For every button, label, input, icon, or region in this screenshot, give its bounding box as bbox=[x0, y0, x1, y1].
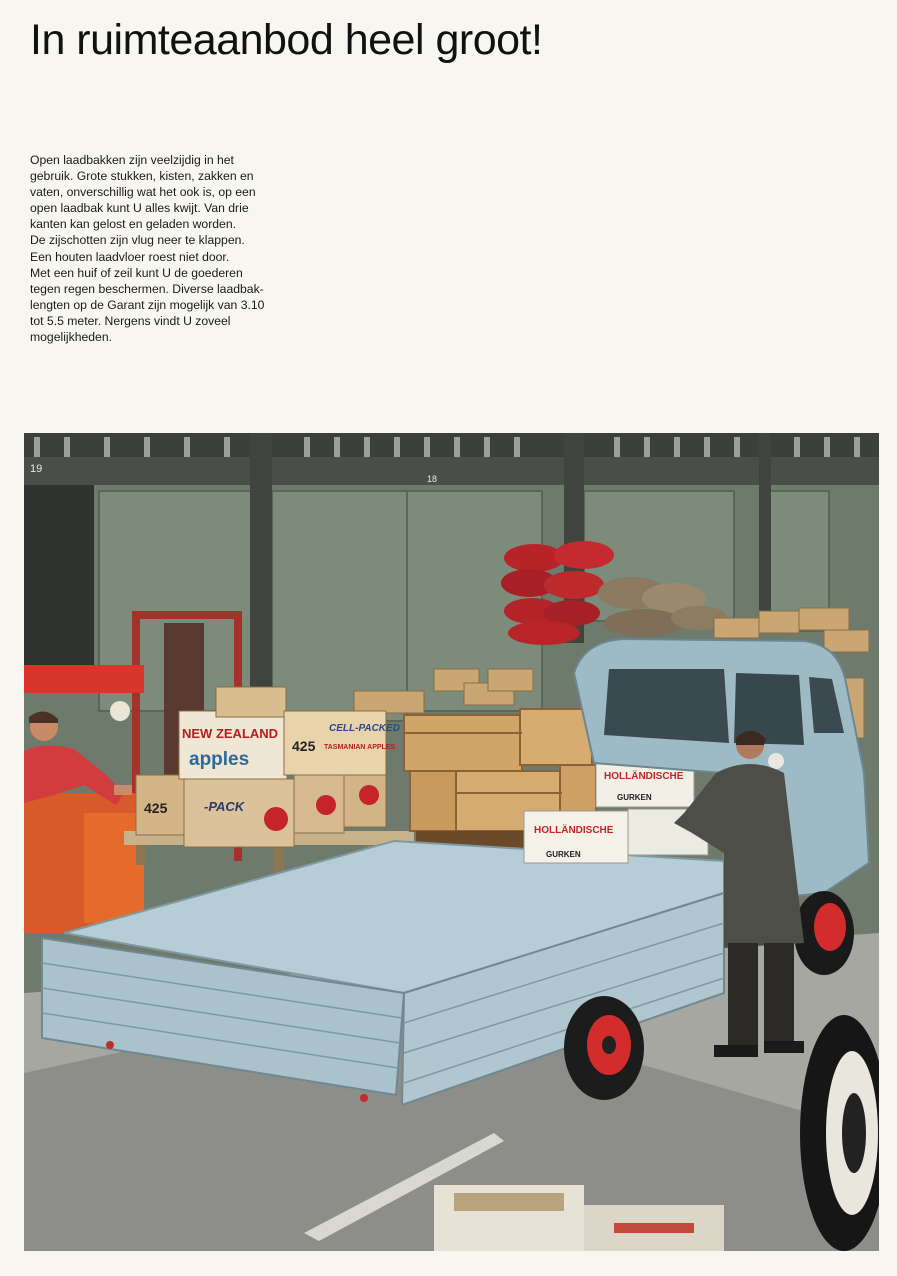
crate-number: 425 bbox=[144, 800, 168, 816]
box-label: GURKEN bbox=[546, 850, 581, 859]
paragraph-line: De zijschotten zijn vlug neer te klappen. bbox=[30, 233, 245, 248]
paragraph-line: lengten op de Garant zijn mogelijk van 3.10 bbox=[30, 297, 265, 312]
paragraph-line: tot 5.5 meter. Nergens vindt U zoveel bbox=[30, 313, 231, 328]
intro-paragraph bbox=[30, 152, 310, 345]
door-number: 18 bbox=[427, 474, 438, 484]
paragraph-line: tegen regen beschermen. Diverse laadbak- bbox=[30, 281, 264, 296]
door-number: 19 bbox=[30, 463, 43, 475]
crate-number: 425 bbox=[292, 738, 316, 754]
box-label: HOLLÄNDISCHE bbox=[604, 771, 684, 782]
crate-label: TASMANIAN APPLES bbox=[324, 744, 396, 751]
page-headline: In ruimteaanbod heel groot! bbox=[30, 16, 543, 64]
paragraph-line: mogelijkheden. bbox=[30, 330, 112, 345]
paragraph-line: Met een huif of zeil kunt U de goederen bbox=[30, 265, 243, 280]
rear-wheel bbox=[564, 996, 644, 1100]
box-label: GURKEN bbox=[617, 793, 652, 802]
crate-label: CELL-PACKED bbox=[329, 723, 400, 734]
crate-label: -PACK bbox=[204, 799, 245, 814]
paragraph-line: vaten, onverschillig wat het ook is, op een bbox=[30, 185, 256, 200]
paragraph-line: gebruik. Grote stukken, kisten, zakken en bbox=[30, 169, 254, 184]
box-label: HOLLÄNDISCHE bbox=[534, 825, 614, 836]
crate-label: NEW ZEALAND bbox=[182, 726, 279, 741]
paragraph-line: Open laadbakken zijn veelzijdig in het bbox=[30, 153, 234, 167]
paragraph-line: open laadbak kunt U alles kwijt. Van drie bbox=[30, 201, 249, 216]
paragraph-line: kanten kan gelost en geladen worden. bbox=[30, 217, 236, 232]
paragraph-line: Een houten laadvloer roest niet door. bbox=[30, 249, 230, 264]
truck-loading-photo bbox=[24, 433, 879, 1251]
crate-label: apples bbox=[189, 749, 250, 770]
